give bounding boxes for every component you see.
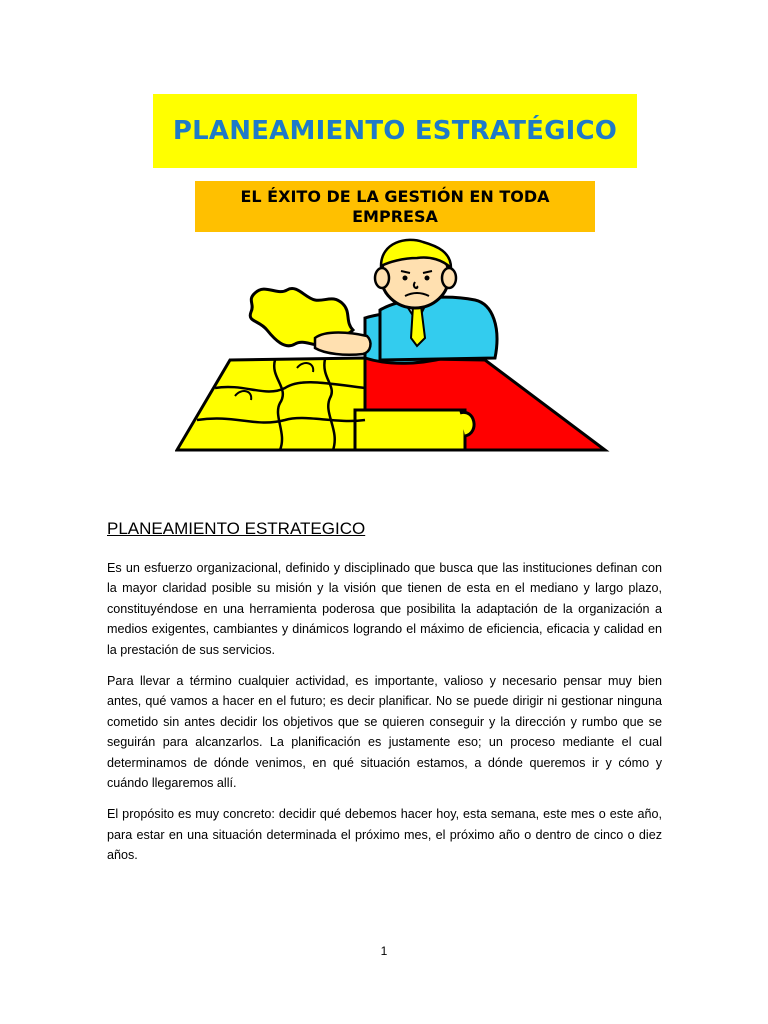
businessman-puzzle-illustration [175,238,610,453]
document-title: PLANEAMIENTO ESTRATÉGICO [172,116,618,146]
section-heading: PLANEAMIENTO ESTRATEGICO [107,519,366,538]
subtitle-banner [195,181,595,232]
page-number: 1 [380,944,388,958]
paragraph-2: Para llevar a término cualquier actividad, es importante, valioso y necesario pensar muy bien antes, qué vamos a hacer en el futuro; es decir planificar. No se puede dirigir ni gestionar ninguna cometido sin antes decidir los objetivos que se quieren conseguir y la dirección y rumbo que se seguirán para alcanzarlos. La planificación es justamente eso; un proceso mediante el cual determinamos de dónde venimos, en qué situación estamos, a dónde queremos ir y cómo y cuándo llegaremos allí. [107,674,662,791]
document-subtitle: EL ÉXITO DE LA GESTIÓN EN TODA EMPRESA [240,186,550,226]
title-banner [153,94,637,168]
body-text [107,558,662,877]
paragraph-3: El propósito es muy concreto: decidir qué debemos hacer hoy, esta semana, este mes o este año, para estar en una situación determinada el próximo mes, el próximo año o dentro de cinco o diez años. [107,807,662,863]
paragraph-1: Es un esfuerzo organizacional, definido y disciplinado que busca que las instituciones definan con la mayor claridad posible su misión y la visión que tienen de esta en el mediano y largo plazo, constituyéndose en una herramienta poderosa que posibilita la adaptación de la organización a medios exigentes, cambiantes y dinámicos logrando el máximo de eficiencia, eficacia y calidad en la prestación de sus servicios. [107,561,662,657]
